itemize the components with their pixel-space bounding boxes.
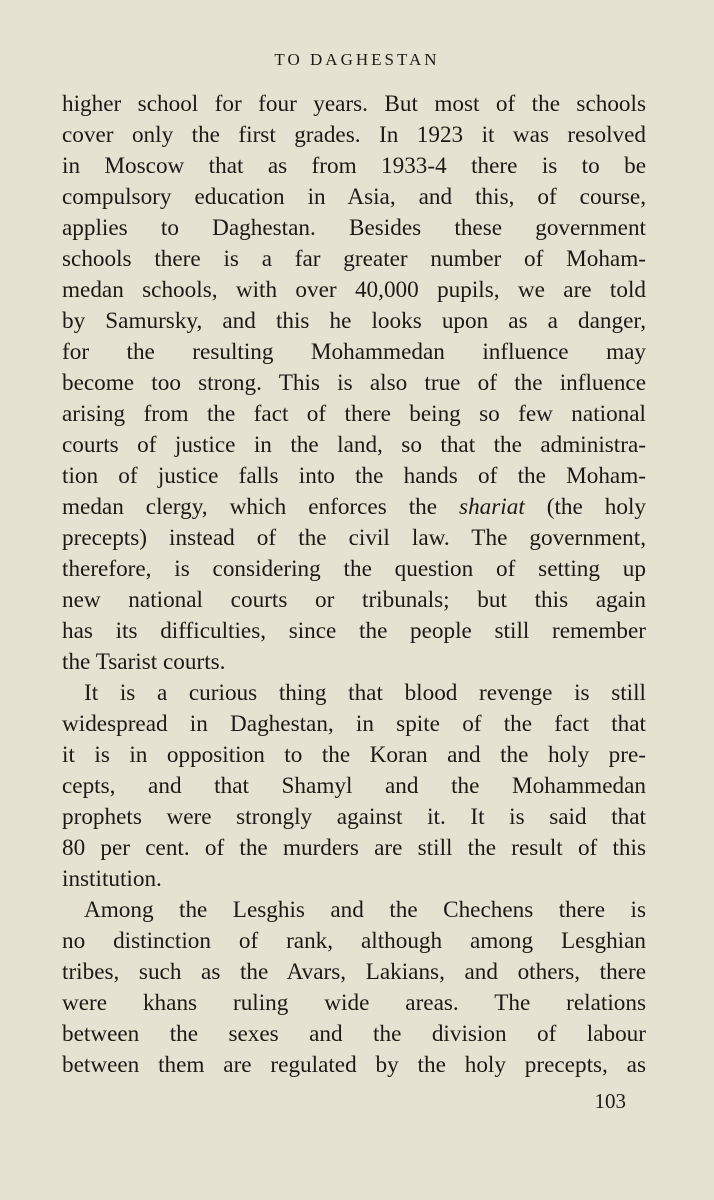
text-line: medan schools, with over 40,000 pupils, we are told	[62, 277, 646, 303]
text-line: applies to Daghestan. Besides these government	[62, 215, 646, 241]
text-line: arising from the fact of there being so few national	[62, 401, 646, 427]
text-line: therefore, is considering the question of setting up	[62, 556, 646, 582]
text-line: new national courts or tribunals; but this again	[62, 587, 646, 613]
text-line: the Tsarist courts.	[62, 649, 226, 675]
text-line: higher school for four years. But most of the schools	[62, 91, 646, 117]
text-line: were khans ruling wide areas. The relations	[62, 990, 646, 1016]
paragraph-2	[62, 678, 646, 895]
page-number: 103	[594, 1089, 626, 1113]
text-line-with-italic: medan clergy, which enforces the shariat (the holy	[62, 494, 646, 520]
text-line: 80 per cent. of the murders are still the result of this	[62, 835, 646, 861]
text-line: cover only the first grades. In 1923 it was resolved	[62, 122, 646, 148]
text-line: It is a curious thing that blood revenge is still	[84, 680, 646, 706]
text-line: by Samursky, and this he looks upon as a danger,	[62, 308, 646, 334]
text-line: prophets were strongly against it. It is said that	[62, 804, 646, 830]
paragraph-3	[62, 895, 646, 1081]
text-line: no distinction of rank, although among Lesghian	[62, 928, 646, 954]
text-line: tribes, such as the Avars, Lakians, and others, there	[62, 959, 646, 985]
text-line: compulsory education in Asia, and this, of course,	[62, 184, 646, 210]
italic-term: shariat	[459, 494, 525, 520]
text-line: for the resulting Mohammedan influence may	[62, 339, 646, 365]
text-line: institution.	[62, 866, 162, 892]
text-line: has its difficulties, since the people still remember	[62, 618, 646, 644]
text-line: widespread in Daghestan, in spite of the fact that	[62, 711, 646, 737]
running-head: TO DAGHESTAN	[274, 50, 440, 69]
text-line: between the sexes and the division of labour	[62, 1021, 646, 1047]
text-line: cepts, and that Shamyl and the Mohammedan	[62, 773, 646, 799]
body-text	[62, 89, 646, 1081]
text-line: Among the Lesghis and the Chechens there is	[84, 897, 646, 923]
text-line: it is in opposition to the Koran and the holy pre-	[62, 742, 646, 768]
paragraph-1	[62, 89, 646, 678]
text-line: courts of justice in the land, so that the administra-	[62, 432, 646, 458]
text-line: become too strong. This is also true of the influence	[62, 370, 646, 396]
text-line: between them are regulated by the holy precepts, as	[62, 1052, 646, 1078]
text-line: in Moscow that as from 1933-4 there is to be	[62, 153, 646, 179]
text-line: tion of justice falls into the hands of the Moham-	[62, 463, 646, 489]
text-line: precepts) instead of the civil law. The government,	[62, 525, 646, 551]
text-line: schools there is a far greater number of Moham-	[62, 246, 646, 272]
